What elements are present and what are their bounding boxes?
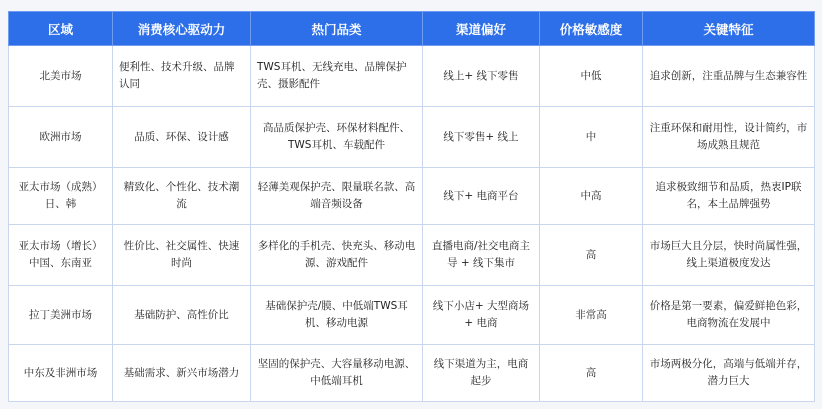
- category-cell: TWS耳机、无线充电、品牌保护壳、摄影配件: [251, 46, 423, 107]
- channel-cell: 直播电商/社交电商主导 + 线下集市: [423, 225, 540, 286]
- category-cell: 轻薄美观保护壳、限量联名款、高端音频设备: [251, 168, 423, 225]
- table-row: [9, 107, 815, 168]
- feature-cell: 市场巨大且分层，快时尚属性强，线上渠道极度发达: [643, 225, 815, 286]
- driver-cell: 便利性、技术升级、品牌认同: [113, 46, 251, 107]
- driver-cell: 性价比、社交属性、快速时尚: [113, 225, 251, 286]
- category-cell: 基础保护壳/膜、中低端TWS耳机、移动电源: [251, 286, 423, 345]
- table-row: [9, 46, 815, 107]
- category-cell: 高品质保护壳、环保材料配件、TWS耳机、车载配件: [251, 107, 423, 168]
- price-sensitivity-cell: 中高: [540, 168, 643, 225]
- feature-cell: 价格是第一要素，偏爱鲜艳色彩，电商物流在发展中: [643, 286, 815, 345]
- feature-cell: 追求极致细节和品质，热衷IP联名，本土品牌强势: [643, 168, 815, 225]
- table-row: [9, 286, 815, 345]
- table-row: [9, 168, 815, 225]
- region-cell: 拉丁美洲市场: [9, 286, 113, 345]
- price-sensitivity-cell: 中低: [540, 46, 643, 107]
- price-sensitivity-cell: 高: [540, 225, 643, 286]
- price-sensitivity-cell: 非常高: [540, 286, 643, 345]
- driver-cell: 精致化、个性化、技术潮流: [113, 168, 251, 225]
- channel-cell: 线上+ 线下零售: [423, 46, 540, 107]
- driver-cell: 品质、环保、设计感: [113, 107, 251, 168]
- driver-cell: 基础需求、新兴市场潜力: [113, 345, 251, 402]
- region-cell: 欧洲市场: [9, 107, 113, 168]
- market-table-container: [8, 11, 814, 402]
- price-sensitivity-cell: 中: [540, 107, 643, 168]
- header-cell: 热门品类: [251, 12, 423, 46]
- market-comparison-table: [8, 11, 815, 402]
- category-cell: 坚固的保护壳、大容量移动电源、中低端耳机: [251, 345, 423, 402]
- category-cell: 多样化的手机壳、快充头、移动电源、游戏配件: [251, 225, 423, 286]
- feature-cell: 追求创新，注重品牌与生态兼容性: [643, 46, 815, 107]
- feature-cell: 注重环保和耐用性，设计简约，市场成熟且规范: [643, 107, 815, 168]
- driver-cell: 基础防护、高性价比: [113, 286, 251, 345]
- channel-cell: 线下零售+ 线上: [423, 107, 540, 168]
- price-sensitivity-cell: 高: [540, 345, 643, 402]
- header-cell: 区域: [9, 12, 113, 46]
- channel-cell: 线下渠道为主，电商起步: [423, 345, 540, 402]
- channel-cell: 线下+ 电商平台: [423, 168, 540, 225]
- region-cell: 中东及非洲市场: [9, 345, 113, 402]
- channel-cell: 线下小店+ 大型商场+ 电商: [423, 286, 540, 345]
- table-row: [9, 345, 815, 402]
- region-cell: 亚太市场（成熟）日、韩: [9, 168, 113, 225]
- header-cell: 消费核心驱动力: [113, 12, 251, 46]
- header-cell: 渠道偏好: [423, 12, 540, 46]
- table-row: [9, 225, 815, 286]
- region-cell: 亚太市场（增长）中国、东南亚: [9, 225, 113, 286]
- region-cell: 北美市场: [9, 46, 113, 107]
- header-cell: 关键特征: [643, 12, 815, 46]
- table-header-row: [9, 12, 815, 46]
- feature-cell: 市场两极分化，高端与低端并存，潜力巨大: [643, 345, 815, 402]
- header-cell: 价格敏感度: [540, 12, 643, 46]
